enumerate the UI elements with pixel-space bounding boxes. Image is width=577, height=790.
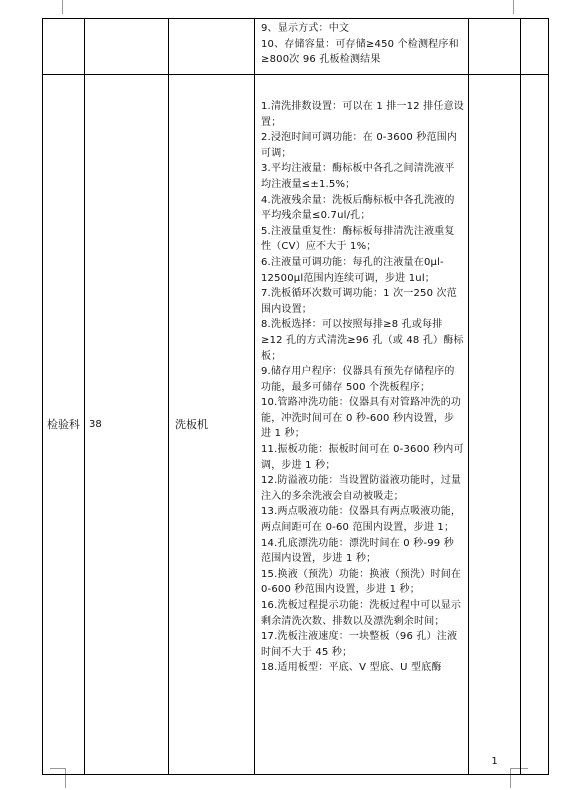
cell-remark bbox=[521, 75, 549, 775]
item-name: 洗板机 bbox=[175, 417, 208, 431]
cell-remark-empty bbox=[521, 19, 549, 75]
equipment-spec-table bbox=[42, 18, 549, 775]
table-row-continued bbox=[43, 19, 549, 75]
cell-number-empty bbox=[85, 19, 169, 75]
cell-category-empty bbox=[43, 19, 85, 75]
spec-item: 18.适用板型：平底、V 型底、U 型底酶 bbox=[261, 662, 442, 674]
crop-mark-top-left bbox=[46, 0, 63, 14]
cell-quantity-empty bbox=[469, 19, 521, 75]
spec-item: 8.洗板选择：可以按照每排≥8 孔或每排≥12 孔的方式清洗≥96 孔（或 48 孔）酶标板； bbox=[261, 319, 464, 362]
spec-line-storage: 10、存储容量：可存储≥450 个检测程序和≥800次 96 孔板检测结果 bbox=[261, 38, 459, 66]
cell-category bbox=[43, 75, 85, 775]
table-row-washer bbox=[43, 75, 549, 775]
spec-list bbox=[261, 99, 464, 676]
spec-item: 2.浸泡时间可调功能：在 0-3600 秒范围内可调； bbox=[261, 132, 458, 159]
spec-item: 1.清洗排数设置：可以在 1 排一12 排任意设置； bbox=[261, 101, 464, 128]
category-label: 检验科 bbox=[47, 418, 80, 431]
crop-mark-top-right bbox=[513, 0, 530, 14]
spec-item: 12.防溢液功能：当设置防溢液功能时，过量注入的多余洗液会自动被吸走； bbox=[261, 475, 462, 502]
spec-item: 10.管路冲洗功能：仪器具有对管路冲洗的功能，冲洗时间可在 0 秒-600 秒内设置，步进 1 秒； bbox=[261, 397, 462, 440]
cell-name bbox=[169, 75, 255, 775]
cell-quantity bbox=[469, 75, 521, 775]
spec-item: 17.洗板注液速度：一块整板（96 孔）注液时间不大于 45 秒； bbox=[261, 631, 458, 658]
spec-item: 4.洗液残余量：洗板后酶标板中各孔洗液的平均残余量≤0.7ul/孔； bbox=[261, 194, 455, 222]
spec-item: 3.平均注液量：酶标板中各孔之间清洗液平均注液量≤±1.5%； bbox=[261, 163, 455, 190]
cell-specs bbox=[255, 75, 469, 775]
spec-item: 13.两点吸液功能：仪器具有两点吸液功能，两点间距可在 0-60 范围内设置，步进 1； bbox=[261, 506, 462, 534]
spec-item: 6.注液量可调功能：每孔的注液量在0μl-12500μl范围内连续可调，步进 1ul； bbox=[261, 256, 444, 284]
spec-item: 14.孔底漂洗功能：漂洗时间在 0 秒-99 秒范围内设置，步进 1 秒； bbox=[261, 537, 454, 565]
spec-item: 7.洗板循环次数可调功能：1 次一250 次范围内设置； bbox=[261, 288, 457, 315]
spec-item: 9.储存用户程序：仪器具有预先存储程序的功能，最多可储存 500 个洗板程序； bbox=[261, 366, 455, 393]
spec-item: 16.洗板过程提示功能：洗板过程中可以显示剩余清洗次数、排数以及漂洗剩余时间； bbox=[261, 600, 462, 627]
item-number: 38 bbox=[89, 418, 102, 430]
cell-spec-continued bbox=[255, 19, 469, 75]
cell-name-empty bbox=[169, 19, 255, 75]
spec-line-display: 9、显示方式：中文 bbox=[261, 23, 350, 34]
spec-item: 11.振板功能：振板时间可在 0-3600 秒内可调，步进 1 秒； bbox=[261, 444, 464, 471]
spec-item: 15.换液（预洗）功能：换液（预洗）时间在 0-600 秒范围内设置，步进 1 秒； bbox=[261, 568, 462, 596]
cell-number bbox=[85, 75, 169, 775]
item-quantity: 1 bbox=[491, 756, 498, 768]
spec-item: 5.注液量重复性：酶标板每排清洗注液重复性（CV）应不大于 1%； bbox=[261, 225, 455, 253]
